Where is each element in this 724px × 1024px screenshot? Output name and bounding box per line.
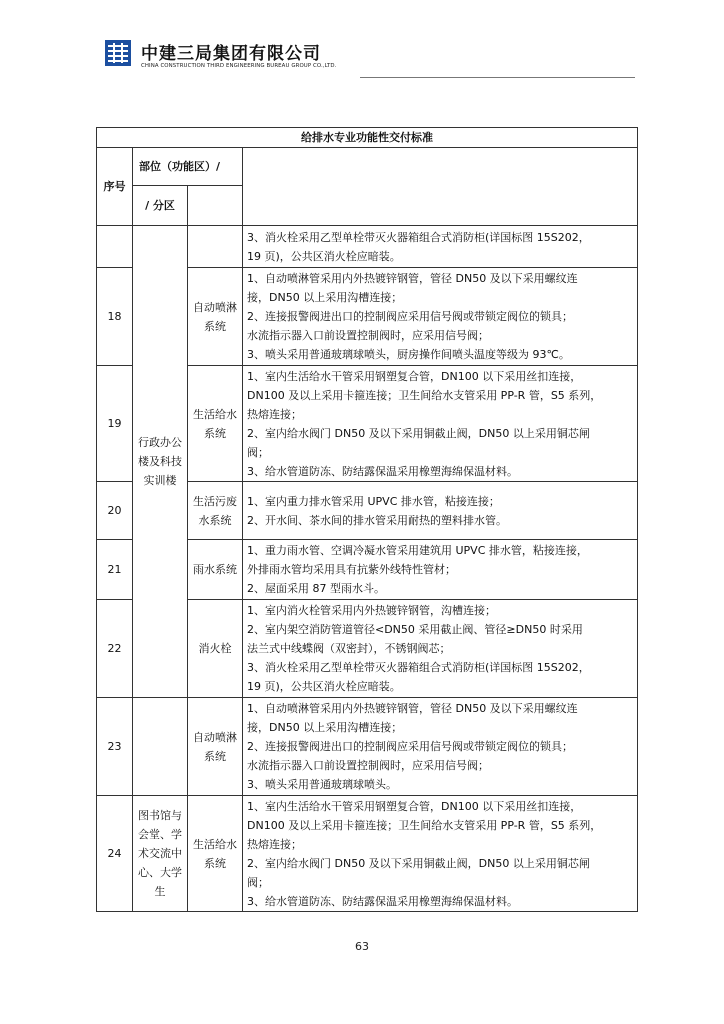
delivery-standard-table — [96, 127, 638, 912]
row-content — [243, 698, 638, 796]
page-number: 63 — [355, 940, 369, 953]
content-line: 1、自动喷淋管采用内外热镀锌钢管，管径 DN50 及以下采用螺纹连 — [247, 702, 578, 715]
content-line: 1、重力雨水管、空调冷凝水管采用建筑用 UPVC 排水管，粘接连接， — [247, 544, 588, 557]
area-cell-empty — [133, 698, 188, 796]
row-system: 雨水系统 — [188, 540, 243, 600]
content-line: 2、连接报警阀进出口的控制阀应采用信号阀或带锁定阀位的锁具； — [247, 310, 573, 323]
content-line: DN100 及以上采用卡箍连接；卫生间给水支管采用 PP-R 管，S5 系列， — [247, 818, 602, 832]
content-line: 1、自动喷淋管采用内外热镀锌钢管，管径 DN50 及以下采用螺纹连 — [247, 272, 578, 285]
row-num: 20 — [97, 482, 133, 540]
row-system: 生活给水系统 — [188, 366, 243, 482]
company-name-en: CHINA CONSTRUCTION THIRD ENGINEERING BUREAU GROUP CO.,LTD. — [141, 63, 337, 69]
content-line: 接，DN50 以上采用沟槽连接； — [247, 291, 403, 304]
content-line: 3、喷头采用普通玻璃球喷头，厨房操作间喷头温度等级为 93℃。 — [247, 348, 570, 361]
row-content — [243, 366, 638, 482]
row-system: 自动喷淋系统 — [188, 698, 243, 796]
content-line: 3、消火栓采用乙型单栓带灭火器箱组合式消防柜(详国标图 15S202， — [247, 230, 590, 244]
content-line: 阀； — [247, 875, 269, 889]
content-line: 水流指示器入口前设置控制阀时，应采用信号阀； — [247, 329, 489, 342]
content-line: 1、室内消火栓管采用内外热镀锌钢管，沟槽连接； — [247, 604, 496, 617]
company-logo-icon — [105, 40, 131, 66]
content-line: 外排雨水管均采用具有抗紫外线特性管材； — [247, 563, 456, 576]
content-line: 19 页)，公共区消火栓应暗装。 — [247, 249, 401, 263]
row-content — [243, 540, 638, 600]
row-system: 自动喷淋系统 — [188, 268, 243, 366]
content-line: 阀； — [247, 445, 269, 459]
table-row — [97, 698, 638, 796]
table-row — [97, 796, 638, 912]
table-title: 给排水专业功能性交付标准 — [97, 128, 638, 148]
content-line: 3、消火栓采用乙型单栓带灭火器箱组合式消防柜(详国标图 15S202， — [247, 661, 590, 674]
row-system: 消火栓 — [188, 600, 243, 698]
row-num: 21 — [97, 540, 133, 600]
row-system: 生活污废水系统 — [188, 482, 243, 540]
content-line: 接，DN50 以上采用沟槽连接； — [247, 721, 403, 734]
row-content — [243, 796, 638, 912]
page-header — [97, 33, 637, 83]
row-content — [243, 600, 638, 698]
row-num: 18 — [97, 268, 133, 366]
row-content — [243, 482, 638, 540]
header-divider — [360, 77, 635, 78]
header-seq: 序号 — [97, 148, 133, 226]
area-cell: 行政办公楼及科技实训楼 — [133, 226, 188, 698]
content-line: 热熔连接； — [247, 407, 302, 421]
content-line: 3、给水管道防冻、防结露保温采用橡塑海绵保温材料。 — [247, 894, 518, 908]
content-line: 1、室内重力排水管采用 UPVC 排水管，粘接连接； — [247, 494, 500, 508]
table-row — [97, 226, 638, 268]
content-line: 3、给水管道防冻、防结露保温采用橡塑海绵保温材料。 — [247, 464, 518, 478]
content-line: 2、连接报警阀进出口的控制阀应采用信号阀或带锁定阀位的锁具； — [247, 740, 573, 753]
content-line: 热熔连接； — [247, 837, 302, 851]
content-line: 3、喷头采用普通玻璃球喷头。 — [247, 778, 397, 791]
content-line: 法兰式中线蝶阀（双密封），不锈钢阀芯； — [247, 642, 451, 655]
header-sub-empty — [188, 186, 243, 226]
content-line: 水流指示器入口前设置控制阀时，应采用信号阀； — [247, 759, 489, 772]
content-line: 2、开水间、茶水间的排水管采用耐热的塑料排水管。 — [247, 513, 507, 527]
content-line: 1、室内生活给水干管采用钢塑复合管，DN100 以下采用丝扣连接， — [247, 369, 582, 383]
content-line: 2、室内架空消防管道管径<DN50 采用截止阀、管径≥DN50 时采用 — [247, 623, 583, 636]
row-content — [243, 268, 638, 366]
header-dept-sub: / 分区 — [133, 186, 188, 226]
row-system — [188, 226, 243, 268]
row-num: 24 — [97, 796, 133, 912]
row-num: 22 — [97, 600, 133, 698]
header-dept: 部位（功能区）/ — [133, 148, 243, 186]
content-line: 2、屋面采用 87 型雨水斗。 — [247, 582, 385, 595]
area-cell: 图书馆与会堂、学术交流中心、大学生 — [133, 796, 188, 912]
content-line: 2、室内给水阀门 DN50 及以下采用铜截止阀，DN50 以上采用铜芯闸 — [247, 426, 590, 440]
header-content-empty — [243, 148, 638, 226]
content-line: 19 页)，公共区消火栓应暗装。 — [247, 680, 401, 693]
content-line: 2、室内给水阀门 DN50 及以下采用铜截止阀，DN50 以上采用铜芯闸 — [247, 856, 590, 870]
company-name-cn: 中建三局集团有限公司 — [141, 44, 321, 64]
row-content — [243, 226, 638, 268]
row-system: 生活给水系统 — [188, 796, 243, 912]
content-line: 1、室内生活给水干管采用钢塑复合管，DN100 以下采用丝扣连接， — [247, 799, 582, 813]
row-num: 19 — [97, 366, 133, 482]
row-num — [97, 226, 133, 268]
content-line: DN100 及以上采用卡箍连接；卫生间给水支管采用 PP-R 管，S5 系列， — [247, 388, 602, 402]
row-num: 23 — [97, 698, 133, 796]
